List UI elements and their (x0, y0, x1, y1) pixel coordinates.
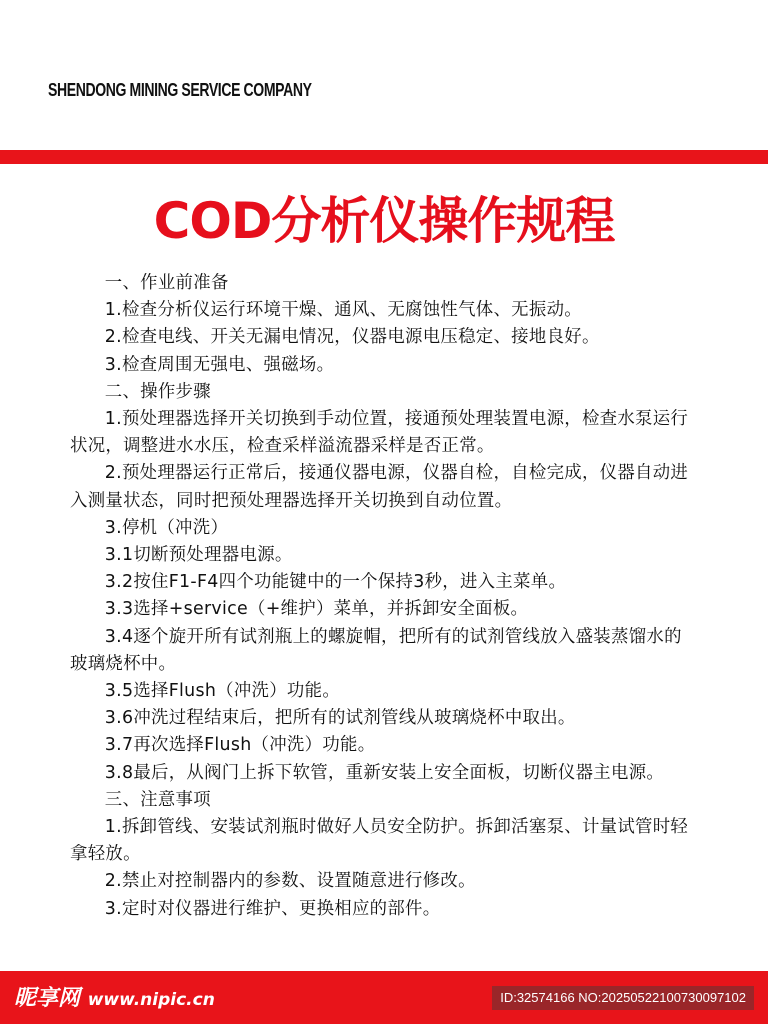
procedure-body (70, 270, 698, 923)
site-logo[interactable] (14, 985, 215, 1014)
section-heading: 三、注意事项 (104, 789, 211, 810)
paragraph: 3.2按住F1-F4四个功能键中的一个保持3秒，进入主菜单。 (104, 572, 567, 593)
paragraph: 3.7再次选择Flush（冲洗）功能。 (104, 735, 376, 756)
page-title: COD分析仪操作规程 (153, 192, 615, 250)
top-red-bar (0, 150, 768, 164)
paragraph: 3.8最后，从阀门上拆下软管，重新安装上安全面板，切断仪器主电源。 (104, 762, 665, 783)
paragraph: 2.预处理器运行正常后，接通仪器电源，仪器自检，自检完成，仪器自动进入测量状态，同时把预处理器选择开关切换到自动位置。 (70, 463, 689, 511)
paragraph: 3.定时对仪器进行维护、更换相应的部件。 (104, 898, 441, 919)
paragraph: 3.3选择+service（+维护）菜单，并拆卸安全面板。 (104, 599, 529, 620)
image-id-watermark: ID:32574166 NO:20250522100730097102 (492, 986, 754, 1010)
paragraph: 2.检查电线、开关无漏电情况，仪器电源电压稳定、接地良好。 (104, 327, 600, 348)
paragraph: 1.预处理器选择开关切换到手动位置，接通预处理装置电源，检查水泵运行状况，调整进水水压，检查采样溢流器采样是否正常。 (70, 409, 689, 457)
paragraph: 3.4逐个旋开所有试剂瓶上的螺旋帽，把所有的试剂管线放入盛装蒸馏水的玻璃烧杯中。 (70, 626, 682, 674)
paragraph: 1.检查分析仪运行环境干燥、通风、无腐蚀性气体、无振动。 (104, 300, 582, 321)
paragraph: 3.停机（冲洗） (104, 517, 229, 538)
section-heading: 一、作业前准备 (104, 273, 229, 293)
paragraph: 3.检查周围无强电、强磁场。 (104, 354, 335, 375)
paragraph: 3.6冲洗过程结束后，把所有的试剂管线从玻璃烧杯中取出。 (104, 708, 576, 729)
company-name: SHENDONG MINING SERVICE COMPANY (48, 80, 312, 100)
paragraph: 3.1切断预处理器电源。 (104, 545, 293, 566)
section-heading: 二、操作步骤 (104, 381, 211, 402)
paragraph: 3.5选择Flush（冲洗）功能。 (104, 681, 341, 702)
paragraph: 1.拆卸管线、安装试剂瓶时做好人员安全防护。拆卸活塞泵、计量试管时轻拿轻放。 (70, 817, 689, 865)
logo-text: 昵享网 (14, 986, 81, 1011)
paragraph: 2.禁止对控制器内的参数、设置随意进行修改。 (104, 871, 476, 892)
site-url: www.nipic.cn (87, 990, 215, 1010)
